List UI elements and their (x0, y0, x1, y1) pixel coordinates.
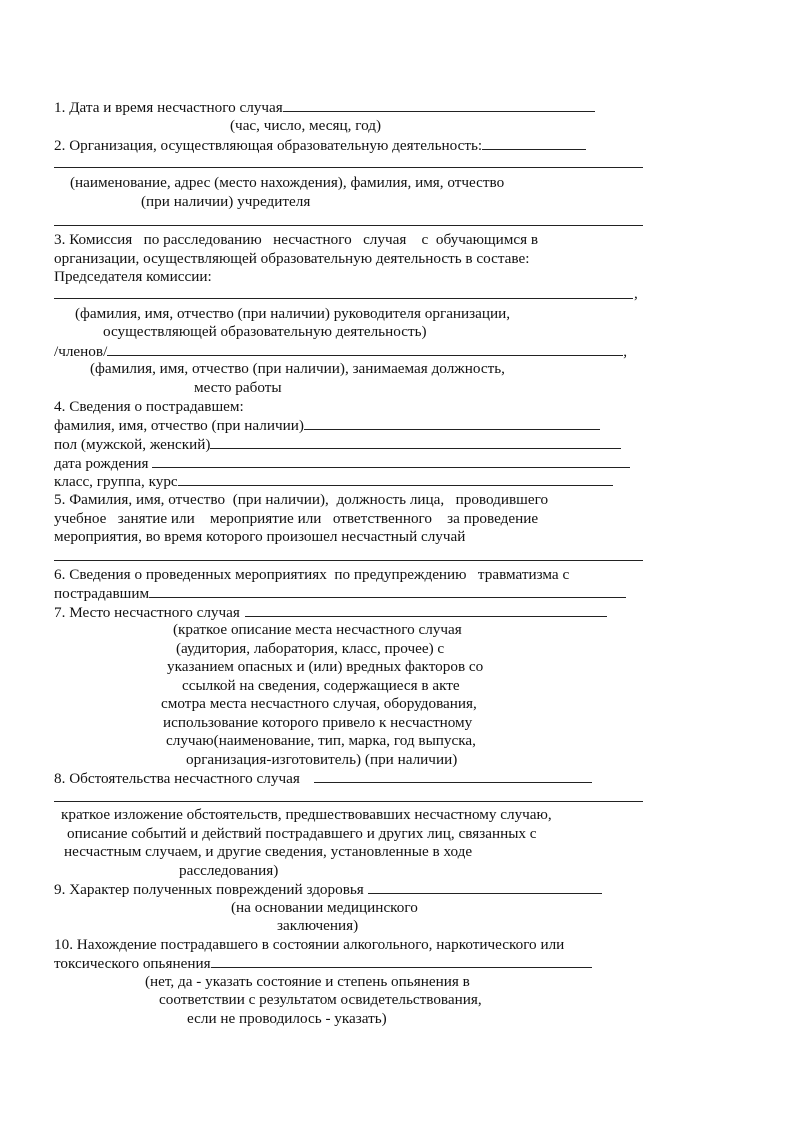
item-2-rule (54, 167, 643, 168)
item-3-line-2: организации, осуществляющей образовательную деятельность в составе: (54, 250, 530, 267)
item-8-hint-3: несчастным случаем, и другие сведения, установленные в ходе (64, 843, 473, 860)
members-hint-1: (фамилия, имя, отчество (при наличии), занимаемая должность, (90, 360, 505, 377)
item-8-label: 8. Обстоятельства несчастного случая (54, 770, 300, 787)
item-1-line (54, 97, 595, 117)
victim-class-label: класс, группа, курс (54, 473, 178, 490)
item-8-hint-1: краткое изложение обстоятельств, предшествовавших несчастному случаю, (61, 806, 552, 823)
item-2-label: 2. Организация, осуществляющая образовательную деятельность: (54, 137, 483, 154)
victim-gender-line (54, 434, 621, 454)
item-9-blank (368, 879, 602, 894)
item-5-line-2: учебное занятие или мероприятие или ответственного за проведение (54, 510, 539, 527)
item-8-line (54, 768, 592, 788)
item-7-hint-8: организация-изготовитель) (при наличии) (186, 751, 458, 768)
item-7-blank (245, 602, 607, 617)
victim-name-line (54, 415, 600, 435)
item-7-hint-2: (аудитория, лаборатория, класс, прочее) с (176, 640, 445, 657)
victim-gender-label: пол (мужской, женский) (54, 436, 211, 453)
chair-hint-2: осуществляющей образовательную деятельность) (103, 323, 427, 340)
item-2-blank (482, 135, 586, 150)
item-9-hint-2: заключения) (277, 917, 359, 934)
item-6-line-2 (54, 583, 626, 603)
victim-class-line (54, 471, 613, 491)
item-10-hint-3: если не проводилось - указать) (187, 1010, 387, 1027)
item-7-label: 7. Место несчастного случая (54, 604, 240, 621)
item-7-hint-3: указанием опасных и (или) вредных факторов со (167, 658, 484, 675)
item-10-line-1: 10. Нахождение пострадавшего в состоянии алкогольного, наркотического или (54, 936, 565, 953)
item-2-hint-2: (при наличии) учредителя (141, 193, 311, 210)
victim-birth-line (54, 453, 630, 473)
item-7-hint-4: ссылкой на сведения, содержащиеся в акте (182, 677, 460, 694)
item-1-blank (283, 97, 595, 112)
item-6-line-1: 6. Сведения о проведенных мероприятиях по предупреждению травматизма с (54, 566, 570, 583)
item-1-hint: (час, число, месяц, год) (230, 117, 382, 134)
members-line (54, 341, 627, 361)
item-7-hint-6: использование которого привело к несчастному (163, 714, 473, 731)
item-5-rule (54, 560, 643, 561)
item-4-label: 4. Сведения о пострадавшем: (54, 398, 244, 415)
chair-comma: , (634, 285, 638, 302)
members-label: /членов/ (54, 343, 108, 360)
chair-hint-1: (фамилия, имя, отчество (при наличии) руководителя организации, (75, 305, 511, 322)
item-10-hint-1: (нет, да - указать состояние и степень опьянения в (145, 973, 470, 990)
victim-birth-blank (152, 453, 630, 468)
item-6-label: пострадавшим (54, 585, 150, 602)
item-7-line (54, 602, 607, 622)
item-3-chair-label: Председателя комиссии: (54, 268, 212, 285)
item-10-blank (211, 953, 592, 968)
victim-name-blank (304, 415, 600, 430)
item-10-hint-2: соответствии с результатом освидетельствования, (159, 991, 482, 1008)
item-6-blank (149, 583, 626, 598)
item-9-label: 9. Характер полученных повреждений здоровья (54, 881, 364, 898)
item-10-line-2 (54, 953, 592, 973)
item-5-line-1: 5. Фамилия, имя, отчество (при наличии), должность лица, проводившего (54, 491, 549, 508)
item-8-blank (314, 768, 592, 783)
item-3-line-1: 3. Комиссия по расследованию несчастного случая с обучающимся в (54, 231, 539, 248)
item-2-hint-1: (наименование, адрес (место нахождения), фамилия, имя, отчество (70, 174, 505, 191)
item-2-line (54, 135, 586, 155)
item-2-rule-2 (54, 225, 643, 226)
item-8-rule (54, 801, 643, 802)
victim-birth-label: дата рождения (54, 455, 149, 472)
chair-blank (54, 298, 633, 299)
item-10-label: токсического опьянения (54, 955, 211, 972)
victim-name-label: фамилия, имя, отчество (при наличии) (54, 417, 304, 434)
item-9-line (54, 879, 602, 899)
item-8-hint-4: расследования) (179, 862, 279, 879)
victim-gender-blank (210, 434, 621, 449)
item-7-hint-7: случаю(наименование, тип, марка, год выпуска, (166, 732, 476, 749)
item-1-label: 1. Дата и время несчастного случая (54, 99, 283, 116)
item-8-hint-2: описание событий и действий пострадавшего и других лиц, связанных с (67, 825, 537, 842)
item-5-line-3: мероприятия, во время которого произошел несчастный случай (54, 528, 466, 545)
members-hint-2: место работы (194, 379, 282, 396)
members-blank (107, 341, 623, 356)
item-7-hint-5: смотра места несчастного случая, оборудования, (161, 695, 477, 712)
item-9-hint-1: (на основании медицинского (231, 899, 418, 916)
item-7-hint-1: (краткое описание места несчастного случая (173, 621, 462, 638)
members-comma: , (623, 343, 628, 360)
victim-class-blank (178, 471, 613, 486)
